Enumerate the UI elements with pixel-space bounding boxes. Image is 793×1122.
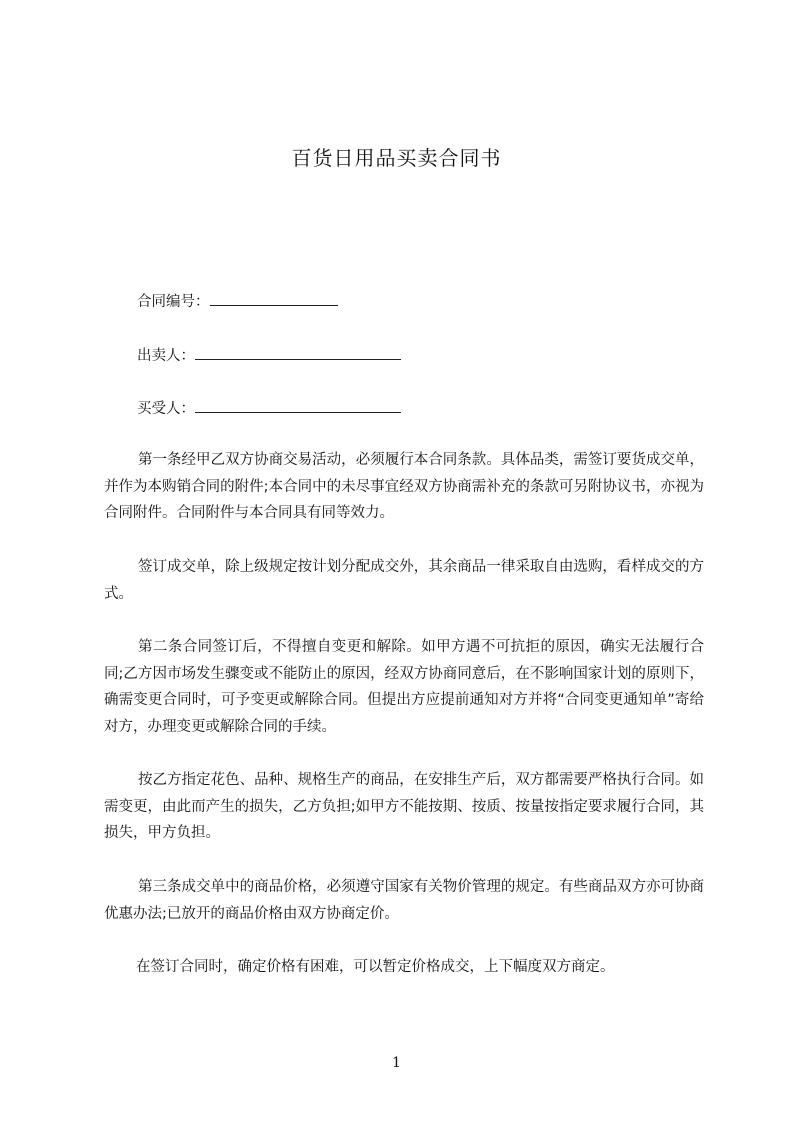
contract-number-field bbox=[137, 289, 338, 313]
contract-number-label: 合同编号： bbox=[137, 294, 210, 310]
paragraph-specified-goods: 按乙方指定花色、品种、规格生产的商品，在安排生产后，双方都需要严格执行合同。如需变更，由此而产生的损失，乙方负担;如甲方不能按期、按质、按量按指定要求履行合同，其损失，甲方负担。 bbox=[104, 772, 704, 841]
paragraph-tentative-price: 在签订合同时，确定价格有困难，可以暂定价格成交，上下幅度双方商定。 bbox=[136, 959, 615, 975]
paragraph-article-1: 第一条经甲乙双方协商交易活动，必须履行本合同条款。具体品类，需签订要货成交单，并作为本购销合同的附件;本合同中的未尽事宜经双方协商需补充的条款可另附协议书，亦视为合同附件。合同附件与本合同具有同等效力。 bbox=[104, 452, 704, 521]
paragraph-article-2: 第二条合同签订后，不得擅自变更和解除。如甲方遇不可抗拒的原因，确实无法履行合同;乙方因市场发生骤变或不能防止的原因，经双方协商同意后，在不影响国家计划的原则下，确需变更合同时，可予变更或解除合同。但提出方应提前通知对方并将“合同变更通知单”寄给对方，办理变更或解除合同的手续。 bbox=[104, 639, 704, 735]
buyer-blank bbox=[195, 396, 401, 413]
buyer-field bbox=[137, 396, 401, 420]
contract-number-blank bbox=[210, 289, 338, 306]
page-number: 1 bbox=[392, 1055, 401, 1071]
seller-field bbox=[137, 343, 401, 367]
seller-label: 出卖人： bbox=[137, 348, 195, 364]
document-title: 百货日用品买卖合同书 bbox=[291, 146, 502, 170]
buyer-label: 买受人： bbox=[137, 401, 195, 417]
paragraph-article-3: 第三条成交单中的商品价格，必须遵守国家有关物价管理的规定。有些商品双方亦可协商优惠办法;已放开的商品价格由双方协商定价。 bbox=[104, 879, 704, 922]
seller-blank bbox=[195, 343, 401, 360]
paragraph-order-form: 签订成交单，除上级规定按计划分配成交外，其余商品一律采取自由选购，看样成交的方式。 bbox=[104, 559, 704, 602]
